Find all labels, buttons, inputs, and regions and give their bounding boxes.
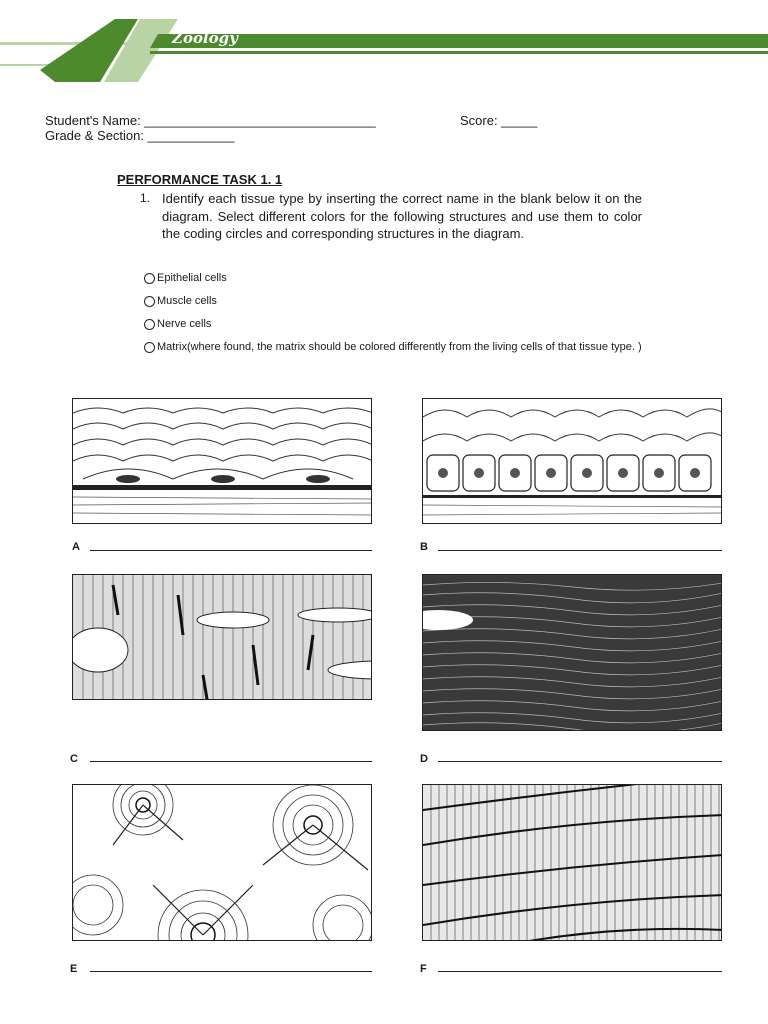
diagram-c-cardiac-muscle (72, 574, 372, 700)
instruction-number: 1. (140, 191, 151, 205)
score-field[interactable]: Score: _____ (460, 113, 538, 128)
diagram-f-letter: F (420, 963, 427, 975)
diagram-e-compact-bone (72, 784, 372, 941)
option-muscle[interactable] (144, 295, 217, 307)
diagram-e-letter: E (70, 963, 78, 975)
coding-circle-icon[interactable] (144, 273, 155, 284)
diagram-c-letter: C (70, 753, 78, 765)
coding-circle-icon[interactable] (144, 342, 155, 353)
diagram-d-letter: D (420, 753, 428, 765)
diagram-f-answer-blank[interactable] (438, 971, 722, 972)
diagram-d-dense-connective (422, 574, 722, 731)
header-title: Zoology (172, 29, 238, 47)
diagram-a-answer-blank[interactable] (90, 550, 372, 551)
option-label: Nerve cells (157, 318, 212, 330)
task-title: PERFORMANCE TASK 1. 1 (117, 172, 283, 187)
coding-circle-icon[interactable] (144, 319, 155, 330)
diagram-d-answer-blank[interactable] (438, 761, 722, 762)
coding-circle-icon[interactable] (144, 296, 155, 307)
option-nerve[interactable] (144, 318, 211, 330)
diagram-a-stratified-epithelium (72, 398, 372, 524)
option-label: Muscle cells (157, 295, 217, 307)
option-matrix[interactable] (144, 341, 642, 353)
grade-section-field[interactable]: Grade & Section: ____________ (45, 128, 235, 143)
option-epithelial[interactable] (144, 272, 227, 284)
diagram-c-answer-blank[interactable] (90, 761, 372, 762)
header-banner (0, 0, 768, 85)
option-label: Matrix(where found, the matrix should be colored differently from the living cells of that tissue type. ) (157, 341, 642, 353)
student-name-field[interactable]: Student's Name: ________________________________ (45, 113, 376, 128)
diagram-e-answer-blank[interactable] (90, 971, 372, 972)
diagram-b-cuboidal-epithelium (422, 398, 722, 524)
instruction-text: Identify each tissue type by inserting the correct name in the blank below it on the diagram. Select different colors for the following structures and use them to color the coding circles and corresponding structures in the diagram. (162, 191, 642, 241)
diagram-f-skeletal-muscle (422, 784, 722, 941)
diagram-b-answer-blank[interactable] (438, 550, 722, 551)
option-label: Epithelial cells (157, 272, 227, 284)
diagram-b-letter: B (420, 541, 428, 553)
diagram-a-letter: A (72, 541, 80, 553)
